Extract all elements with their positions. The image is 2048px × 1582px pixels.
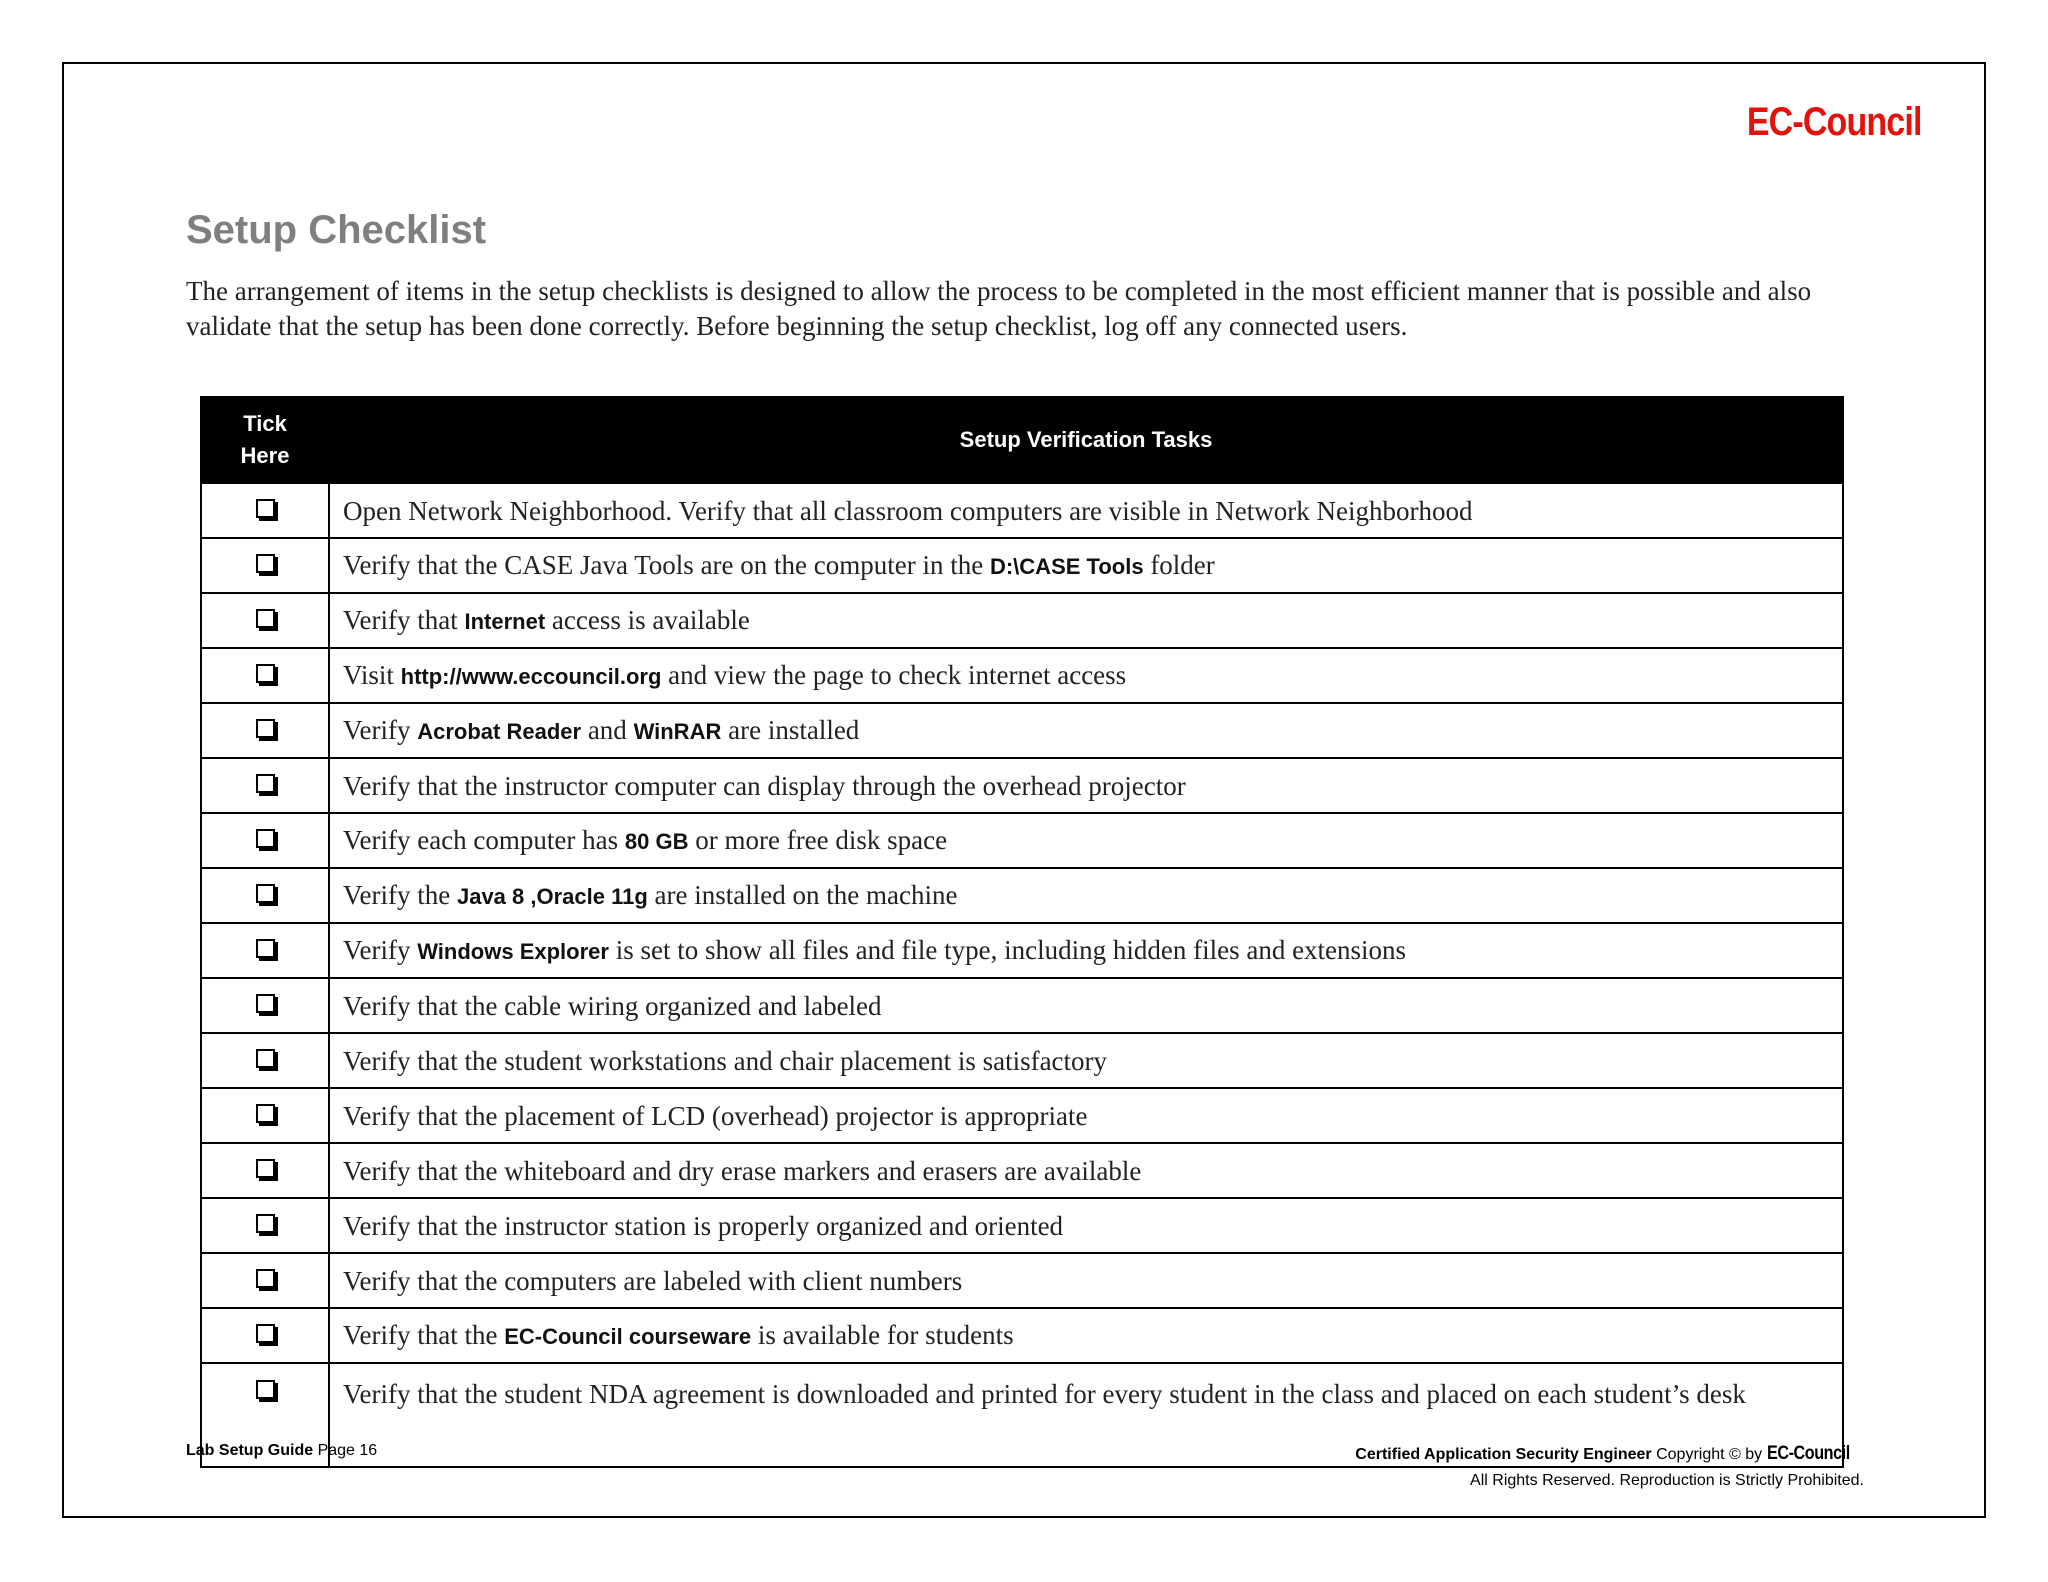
brand-logo: EC-Council <box>1747 100 1922 144</box>
task-text: Verify each computer has <box>343 825 625 855</box>
tick-cell <box>201 538 329 593</box>
checklist-row <box>201 593 1843 648</box>
task-cell <box>329 1253 1843 1308</box>
checkbox-icon[interactable] <box>256 499 275 518</box>
task-text: folder <box>1143 550 1215 580</box>
tick-cell <box>201 923 329 978</box>
header-tick-line1: Tick <box>243 411 287 436</box>
task-text: Verify the <box>343 880 457 910</box>
intro-paragraph: The arrangement of items in the setup checklists is designed to allow the process to be completed in the most efficient manner that is possible and also validate that the setup has been done correctly. Before beginning the setup checklist, log off any connected users. <box>186 276 1812 341</box>
checkbox-icon[interactable] <box>256 1214 275 1233</box>
checkbox-icon[interactable] <box>256 609 275 628</box>
checkbox-icon[interactable] <box>256 939 275 958</box>
task-cell <box>329 648 1843 703</box>
footer-copyright-text: Copyright © by <box>1651 1446 1767 1463</box>
footer-page-number: Page 16 <box>313 1442 378 1459</box>
checklist-row <box>201 868 1843 923</box>
task-text: are installed <box>721 715 860 745</box>
task-cell <box>329 483 1843 538</box>
task-cell <box>329 593 1843 648</box>
tick-cell <box>201 1308 329 1363</box>
header-setup-tasks: Setup Verification Tasks <box>329 397 1843 483</box>
footer-copyright-line <box>1355 1441 1864 1468</box>
checklist-row <box>201 1308 1843 1363</box>
task-cell <box>329 813 1843 868</box>
task-text: Verify that the instructor station is properly organized and oriented <box>343 1210 1064 1241</box>
tick-cell <box>201 868 329 923</box>
footer-brand-logo: EC-Council <box>1766 1443 1850 1464</box>
task-highlight: D:\CASE Tools <box>989 554 1144 579</box>
task-text: Verify that the whiteboard and dry erase markers and erasers are available <box>343 1155 1142 1186</box>
checklist-row <box>201 813 1843 868</box>
checkbox-icon[interactable] <box>256 1380 275 1399</box>
task-highlight: Java 8 ,Oracle 11g <box>456 884 648 909</box>
tick-cell <box>201 648 329 703</box>
task-cell <box>329 1033 1843 1088</box>
task-text: Verify that the <box>343 1320 505 1350</box>
footer-left <box>186 1442 377 1460</box>
tick-cell <box>201 1198 329 1253</box>
tick-cell <box>201 1088 329 1143</box>
footer-right <box>1355 1441 1864 1494</box>
task-text: Verify <box>343 935 418 965</box>
tick-cell <box>201 813 329 868</box>
checklist-row <box>201 648 1843 703</box>
task-highlight: http://www.eccouncil.org <box>400 664 662 689</box>
setup-checklist-table <box>200 396 1844 1468</box>
task-cell <box>329 1308 1843 1363</box>
footer-course-name: Certified Application Security Engineer <box>1355 1446 1652 1463</box>
task-cell <box>329 1143 1843 1198</box>
task-highlight: Acrobat Reader <box>417 719 582 744</box>
checklist-row <box>201 703 1843 758</box>
task-cell <box>329 923 1843 978</box>
checklist-row <box>201 538 1843 593</box>
task-text: or more free disk space <box>688 825 948 855</box>
task-cell <box>329 538 1843 593</box>
checklist-row <box>201 923 1843 978</box>
tick-cell <box>201 1033 329 1088</box>
task-highlight: Windows Explorer <box>417 939 609 964</box>
task-text: Verify that the student workstations and chair placement is satisfactory <box>343 1045 1108 1076</box>
tick-cell <box>201 1143 329 1198</box>
page-title: Setup Checklist <box>186 208 487 252</box>
checklist-row <box>201 1198 1843 1253</box>
task-highlight: 80 GB <box>624 829 689 854</box>
task-text: is available for students <box>751 1320 1014 1350</box>
checklist-row <box>201 1143 1843 1198</box>
task-cell <box>329 1198 1843 1253</box>
task-text: Verify <box>343 715 418 745</box>
tick-cell <box>201 758 329 813</box>
checklist-row <box>201 758 1843 813</box>
tick-cell <box>201 593 329 648</box>
task-text: are installed on the machine <box>647 880 958 910</box>
task-text: and <box>581 715 634 745</box>
task-text: Visit <box>343 660 401 690</box>
checkbox-icon[interactable] <box>256 1324 275 1343</box>
task-highlight: EC-Council courseware <box>504 1324 752 1349</box>
checkbox-icon[interactable] <box>256 1159 275 1178</box>
checklist-row <box>201 483 1843 538</box>
task-text: Verify that the instructor computer can display through the overhead projector <box>343 770 1186 801</box>
checkbox-icon[interactable] <box>256 554 275 573</box>
tick-cell <box>201 703 329 758</box>
task-cell <box>329 978 1843 1033</box>
tick-cell <box>201 483 329 538</box>
task-text: Verify that <box>343 605 465 635</box>
footer-guide-name: Lab Setup Guide <box>186 1442 314 1459</box>
task-text: Verify that the CASE Java Tools are on the computer in the <box>343 550 990 580</box>
checklist-row <box>201 1033 1843 1088</box>
task-cell <box>329 868 1843 923</box>
task-text: Verify that the student NDA agreement is downloaded and printed for every student in the class and placed on each student’s desk <box>343 1379 1746 1409</box>
task-cell <box>329 703 1843 758</box>
checkbox-icon[interactable] <box>256 1269 275 1288</box>
task-text: is set to show all files and file type, including hidden files and extensions <box>608 935 1407 965</box>
checklist-row <box>201 1253 1843 1308</box>
tick-cell <box>201 1253 329 1308</box>
checkbox-icon[interactable] <box>256 994 275 1013</box>
task-text: access is available <box>545 605 750 635</box>
table-header-row <box>201 397 1843 483</box>
task-text: Verify that the computers are labeled with client numbers <box>343 1265 963 1296</box>
task-text: and view the page to check internet access <box>661 660 1127 690</box>
checkbox-icon[interactable] <box>256 884 275 903</box>
task-cell <box>329 1088 1843 1143</box>
task-text: Open Network Neighborhood. Verify that all classroom computers are visible in Network Neighborhood <box>343 495 1473 526</box>
checkbox-icon[interactable] <box>256 664 275 683</box>
checkbox-icon[interactable] <box>256 774 275 793</box>
header-tick-line2: Here <box>240 443 290 468</box>
task-cell <box>329 758 1843 813</box>
checklist-body <box>201 483 1843 1467</box>
footer-rights-line: All Rights Reserved. Reproduction is Strictly Prohibited. <box>1470 1472 1864 1489</box>
task-highlight: Internet <box>464 609 546 634</box>
checkbox-icon[interactable] <box>256 1049 275 1068</box>
header-tick-here <box>201 397 329 483</box>
checkbox-icon[interactable] <box>256 719 275 738</box>
task-text: Verify that the placement of LCD (overhead) projector is appropriate <box>343 1100 1088 1131</box>
task-text: Verify that the cable wiring organized and labeled <box>343 990 882 1021</box>
checklist-row <box>201 1088 1843 1143</box>
checkbox-icon[interactable] <box>256 1104 275 1123</box>
checklist-row <box>201 978 1843 1033</box>
checkbox-icon[interactable] <box>256 829 275 848</box>
task-highlight: WinRAR <box>633 719 722 744</box>
tick-cell <box>201 978 329 1033</box>
